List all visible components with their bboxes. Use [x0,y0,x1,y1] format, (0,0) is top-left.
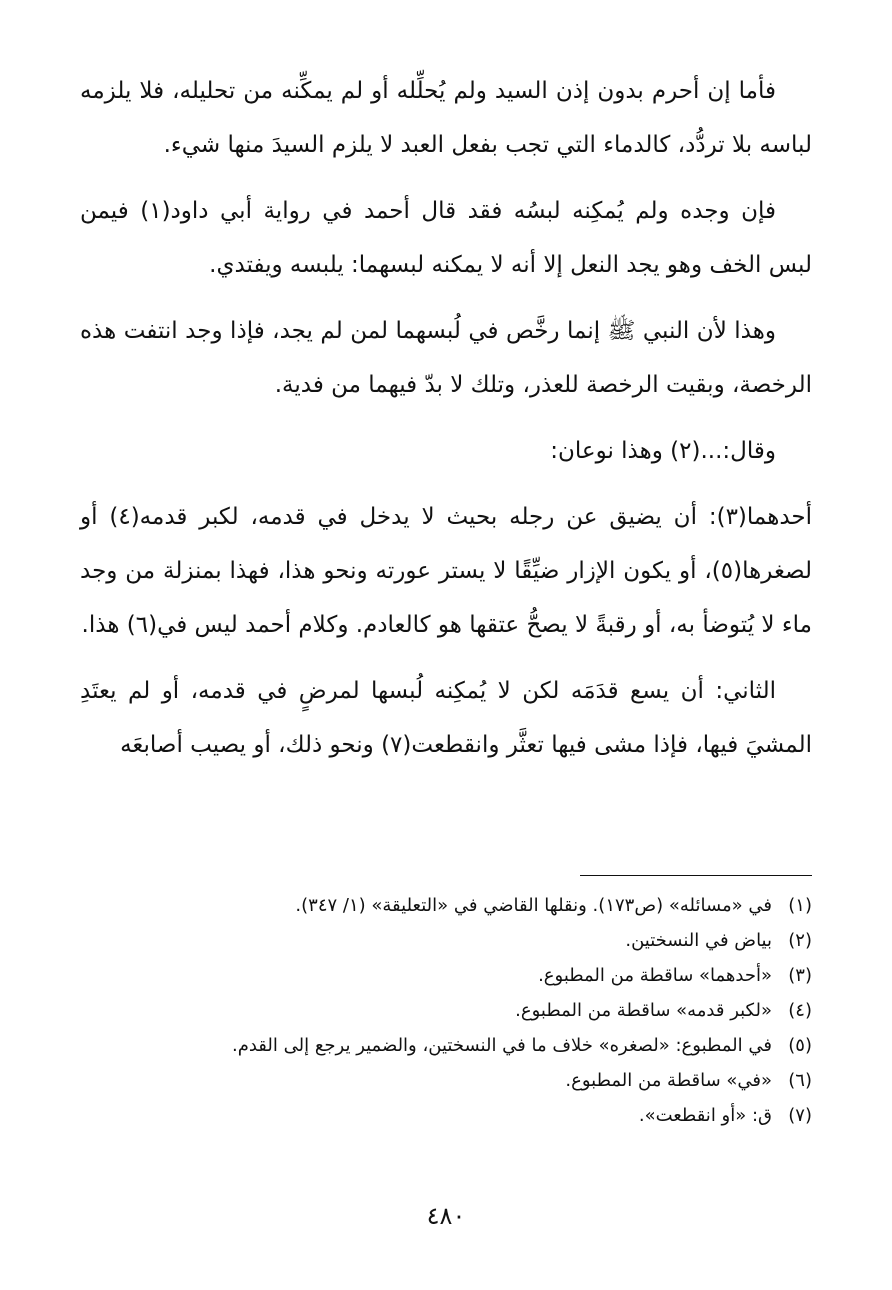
footnote-text: «في» ساقطة من المطبوع. [565,1070,772,1091]
footnote-7 [80,1098,812,1133]
footnote-number: (٢) [788,930,812,951]
footnote-6 [80,1063,812,1098]
paragraph-1: فأما إن أحرم بدون إذن السيد ولم يُحلِّله أو لم يمكِّنه من تحليله، فلا يلزمه لباسه بلا تردُّد، كالدماء التي تجب بفعل العبد لا يلزم السيدَ منها شيء. [80,78,812,158]
paragraph-6: الثاني: أن يسع قدَمَه لكن لا يُمكِنه لُبسها لمرضٍ في قدمه، أو لم يعتَدِ المشيَ فيها، فإذا مشى فيها تعثَّر وانقطعت(٧) ونحو ذلك، أو يصيب أصابعَه [80,678,812,758]
main-text [80,64,812,784]
footnote-number: (٧) [788,1105,812,1126]
footnote-number: (٦) [788,1070,812,1091]
footnotes-list [80,888,812,1133]
footnote-3 [80,958,812,993]
footnote-number: (٥) [788,1035,812,1056]
footnote-text: ق: «أو انقطعت». [638,1105,772,1126]
footnote-number: (٤) [788,1000,812,1021]
footnote-number: (٣) [788,965,812,986]
footnote-4 [80,993,812,1028]
paragraph-3: وهذا لأن النبي ﷺ إنما رخَّص في لُبسهما لمن لم يجد، فإذا وجد انتفت هذه الرخصة، وبقيت الرخصة للعذر، وتلك لا بدّ فيهما من فدية. [80,318,812,398]
footnote-text: في المطبوع: «لصغره» خلاف ما في النسختين، والضمير يرجع إلى القدم. [231,1035,772,1056]
footnote-text: في «مسائله» (ص١٧٣). ونقلها القاضي في «التعليقة» (١/ ٣٤٧). [295,895,772,916]
footnote-text: «أحدهما» ساقطة من المطبوع. [538,965,772,986]
paragraph-4: وقال:...(٢) وهذا نوعان: [550,438,776,464]
footnote-2 [80,923,812,958]
footnote-text: بياض في النسختين. [625,930,772,951]
paragraph-5: أحدهما(٣): أن يضيق عن رجله بحيث لا يدخل في قدمه، لكبر قدمه(٤) أو لصغرها(٥)، أو يكون الإزار ضيِّقًا لا يستر عورته ونحو هذا، فهذا بمنزلة من وجد ماء لا يُتوضأ به، أو رقبةً لا يصحُّ عتقها هو كالعادم. وكلام أحمد ليس في(٦) هذا. [80,504,813,638]
footnote-divider [580,875,812,876]
footnote-1 [80,888,812,923]
footnote-5 [80,1028,812,1063]
footnote-number: (١) [788,895,812,916]
paragraph-2: فإن وجده ولم يُمكِنه لبسُه فقد قال أحمد في رواية أبي داود(١) فيمن لبس الخف وهو يجد النعل إلا أنه لا يمكنه لبسهما: يلبسه ويفتدي. [80,198,812,278]
page-number: ٤٨٠ [426,1202,466,1230]
footnote-text: «لكبر قدمه» ساقطة من المطبوع. [515,1000,772,1021]
